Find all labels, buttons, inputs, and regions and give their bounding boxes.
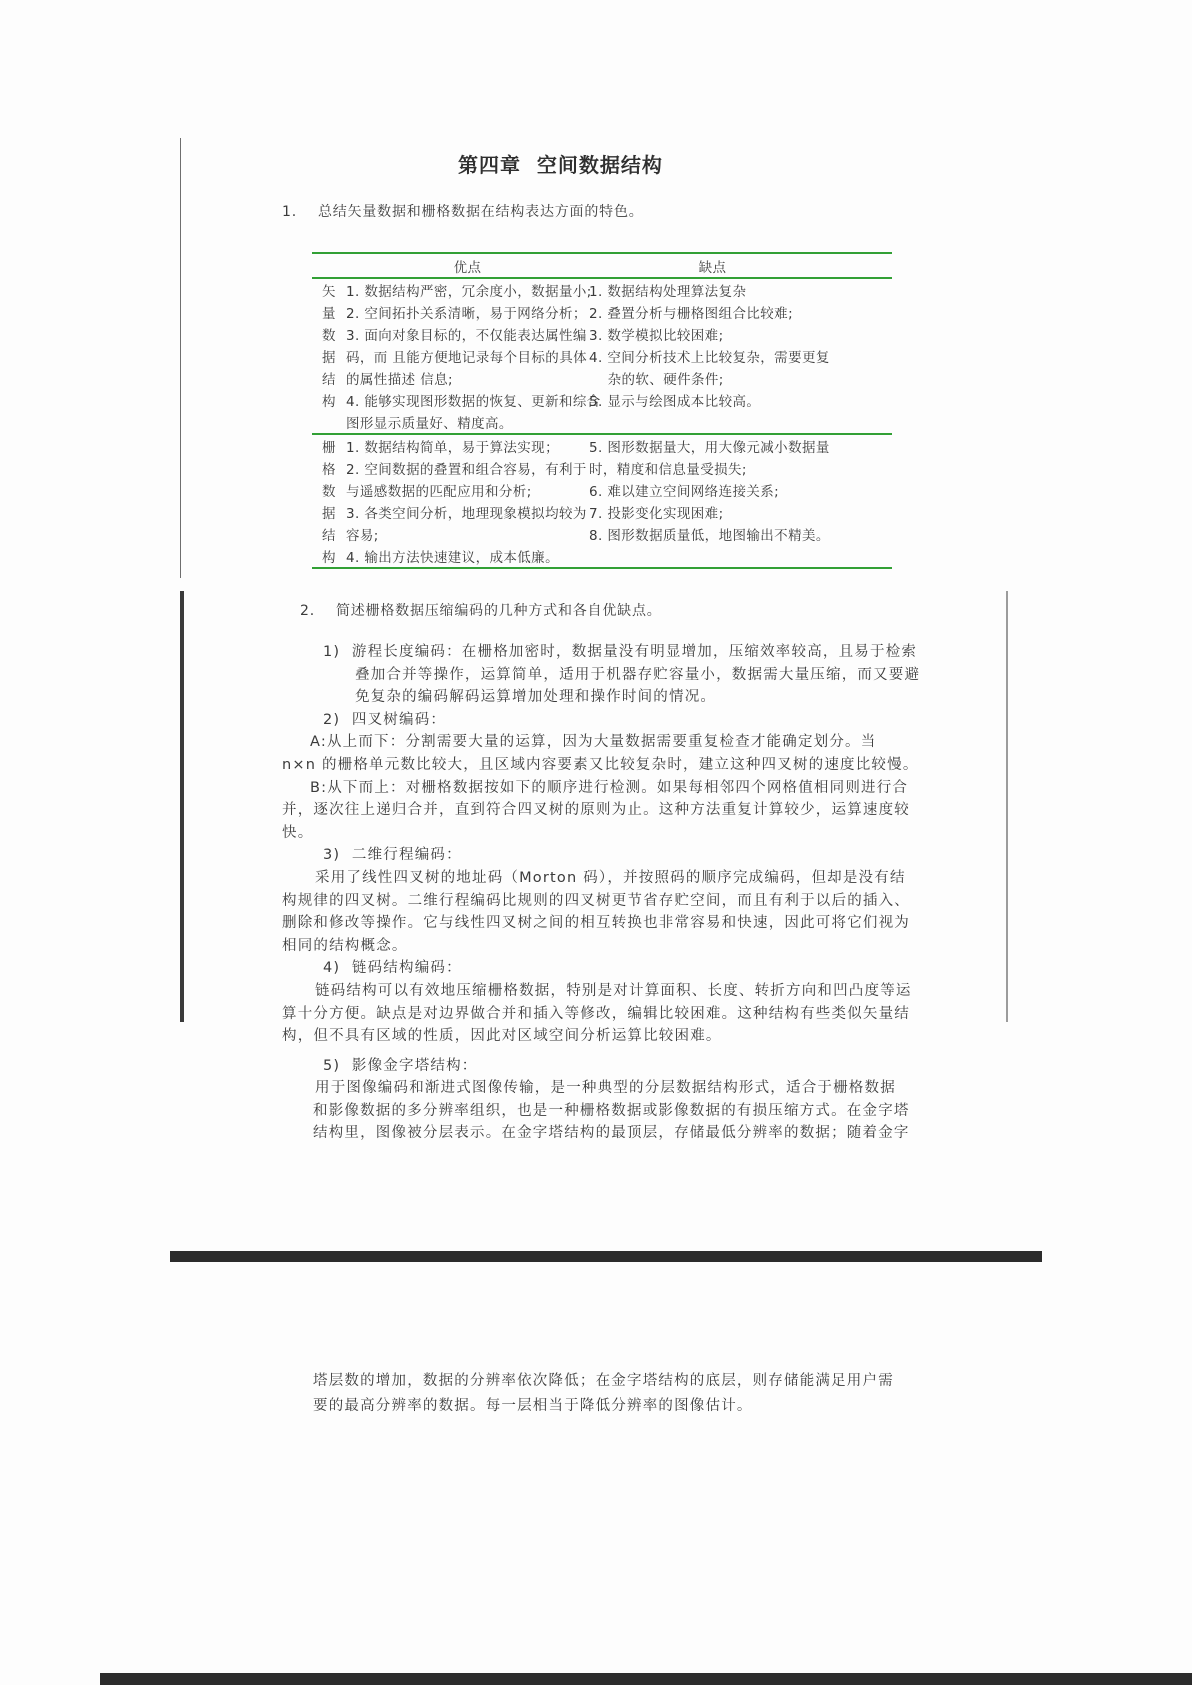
text-line: 链码结构可以有效地压缩栅格数据，特别是对计算面积、长度、转折方向和凹凸度等运 bbox=[315, 982, 912, 999]
row-disadvantage: 杂的软、硬件条件; bbox=[589, 372, 724, 388]
text-line: 并，逐次往上递归合并，直到符合四叉树的原则为止。这种方法重复计算较少，运算速度较 bbox=[282, 802, 910, 819]
text-line: 1) 游程长度编码：在栅格加密时，数据量没有明显增加，压缩效率较高，且易于检索 bbox=[323, 644, 918, 660]
row-advantage: 的属性描述 信息; bbox=[346, 372, 453, 388]
text-line: 4) 链码结构编码： bbox=[323, 960, 462, 977]
row-advantage: 容易; bbox=[346, 528, 379, 544]
row-label: 构 bbox=[322, 394, 336, 410]
table-row bbox=[312, 323, 892, 345]
text-line: 叠加合并等操作，运算简单，适用于机器存贮容量小，数据需大量压缩，而又要避 bbox=[355, 666, 921, 683]
bottom-page-bar bbox=[100, 1673, 1192, 1685]
row-label: 结 bbox=[322, 372, 336, 388]
row-advantage: 1. 数据结构严密，冗余度小，数据量小; bbox=[346, 284, 592, 300]
table-header-row bbox=[312, 254, 892, 279]
page-break-bar bbox=[170, 1251, 1042, 1262]
row-advantage: 1. 数据结构简单，易于算法实现； bbox=[346, 440, 559, 456]
text-line: 结构里，图像被分层表示。在金字塔结构的最顶层，存储最低分辨率的数据；随着金字 bbox=[313, 1125, 910, 1142]
question-2: 2. 简述栅格数据压缩编码的几种方式和各自优缺点。 bbox=[300, 603, 662, 619]
text-line: 用于图像编码和渐进式图像传输，是一种典型的分层数据结构形式，适合于栅格数据 bbox=[315, 1080, 896, 1097]
table-row bbox=[312, 545, 892, 567]
left-margin-line-top bbox=[180, 138, 181, 578]
table-row bbox=[312, 435, 892, 457]
text-line: 塔层数的增加，数据的分辨率依次降低；在金字塔结构的底层，则存储能满足用户需 bbox=[313, 1373, 894, 1389]
table-row bbox=[312, 457, 892, 479]
text-line: 构规律的四叉树。二维行程编码比规则的四叉树更节省存贮空间，而且有利于以后的插入、 bbox=[282, 892, 910, 909]
text-line: 3) 二维行程编码： bbox=[323, 847, 462, 864]
row-label: 量 bbox=[322, 306, 336, 322]
row-label: 格 bbox=[322, 462, 336, 478]
text-line: 和影像数据的多分辨率组织，也是一种栅格数据或影像数据的有损压缩方式。在金字塔 bbox=[313, 1102, 910, 1119]
table-row bbox=[312, 279, 892, 301]
table-row bbox=[312, 367, 892, 389]
text-line: 构，但不具有区域的性质，因此对区域空间分析运算比较困难。 bbox=[282, 1028, 722, 1045]
table-row bbox=[312, 411, 892, 433]
row-advantage: 3. 各类空间分析，地理现象模拟均较为 bbox=[346, 506, 587, 522]
row-advantage: 4. 能够实现图形数据的恢复、更新和综合 bbox=[346, 394, 601, 410]
row-advantage: 与遥感数据的匹配应用和分析; bbox=[346, 484, 532, 500]
text-line: A:从上而下：分割需要大量的运算，因为大量数据需要重复检查才能确定划分。当 bbox=[310, 734, 877, 751]
row-advantage: 2. 空间拓扑关系清晰，易于网络分析； bbox=[346, 306, 587, 322]
text-line: 5) 影像金字塔结构： bbox=[323, 1057, 478, 1074]
row-label: 栅 bbox=[322, 440, 336, 456]
row-label: 数 bbox=[322, 484, 336, 500]
continuation-block bbox=[313, 1369, 894, 1419]
row-disadvantage: 2. 叠置分析与栅格图组合比较难; bbox=[589, 306, 794, 322]
right-margin-line bbox=[1006, 591, 1008, 1022]
answer-2-block bbox=[282, 641, 992, 1145]
row-label: 矢 bbox=[322, 284, 336, 300]
text-line: 采用了线性四叉树的地址码（Morton 码），并按照码的顺序完成编码，但却是没有结 bbox=[315, 869, 906, 886]
text-line: B:从下而上：对栅格数据按如下的顺序进行检测。如果每相邻四个网格值相同则进行合 bbox=[310, 779, 909, 796]
row-disadvantage: 6. 难以建立空间网络连接关系; bbox=[589, 484, 780, 500]
text-line: 相同的结构概念。 bbox=[282, 937, 408, 954]
table-row bbox=[312, 501, 892, 523]
row-advantage: 码，而 且能方便地记录每个目标的具体 bbox=[346, 350, 587, 366]
comparison-table bbox=[312, 252, 892, 569]
text-line: 要的最高分辨率的数据。每一层相当于降低分辨率的图像估计。 bbox=[313, 1398, 753, 1414]
row-disadvantage: 8. 图形数据质量低，地图输出不精美。 bbox=[589, 528, 830, 544]
table-header-disadvantages: 缺点 bbox=[698, 259, 727, 276]
question-1: 1. 总结矢量数据和栅格数据在结构表达方面的特色。 bbox=[282, 204, 644, 220]
table-row bbox=[312, 345, 892, 367]
left-margin-line-bottom bbox=[180, 591, 184, 1022]
text-line: 删除和修改等操作。它与线性四叉树之间的相互转换也非常容易和快速，因此可将它们视为 bbox=[282, 915, 910, 932]
text-line: n×n 的栅格单元数比较大，且区域内容要素又比较复杂时，建立这种四叉树的速度比较慢。 bbox=[282, 756, 919, 773]
row-label: 据 bbox=[322, 506, 336, 522]
text-line: 免复杂的编码解码运算增加处理和操作时间的情况。 bbox=[355, 689, 717, 706]
row-advantage: 4. 输出方法快速建议，成本低廉。 bbox=[346, 550, 559, 566]
row-label: 数 bbox=[322, 328, 336, 344]
row-label: 构 bbox=[322, 550, 336, 566]
page-title: 第四章 空间数据结构 bbox=[458, 153, 663, 177]
text-line: 快。 bbox=[282, 824, 314, 841]
row-disadvantage: 3. 数学模拟比较困难; bbox=[589, 328, 724, 344]
table-header-advantages: 优点 bbox=[453, 259, 482, 276]
row-advantage: 图形显示质量好、精度高。 bbox=[346, 416, 513, 432]
row-disadvantage: 5. 图形数据量大，用大像元减小数据量 bbox=[589, 440, 830, 456]
row-advantage: 2. 空间数据的叠置和组合容易，有利于 bbox=[346, 462, 587, 478]
table-row bbox=[312, 301, 892, 323]
row-disadvantage: 1. 数据结构处理算法复杂 bbox=[589, 284, 747, 300]
text-line: 算十分方便。缺点是对边界做合并和插入等修改，编辑比较困难。这种结构有些类似矢量结 bbox=[282, 1005, 910, 1022]
row-disadvantage: 4. 空间分析技术上比较复杂，需要更复 bbox=[589, 350, 830, 366]
row-disadvantage: 7. 投影变化实现困难; bbox=[589, 506, 724, 522]
table-row bbox=[312, 389, 892, 411]
row-advantage: 3. 面向对象目标的，不仅能表达属性编 bbox=[346, 328, 587, 344]
row-label: 据 bbox=[322, 350, 336, 366]
row-disadvantage: 5. 显示与绘图成本比较高。 bbox=[589, 394, 761, 410]
row-label: 结 bbox=[322, 528, 336, 544]
text-line: 2) 四叉树编码： bbox=[323, 711, 447, 728]
table-row bbox=[312, 523, 892, 545]
row-disadvantage: 时，精度和信息量受损失; bbox=[589, 462, 747, 478]
table-row bbox=[312, 479, 892, 501]
